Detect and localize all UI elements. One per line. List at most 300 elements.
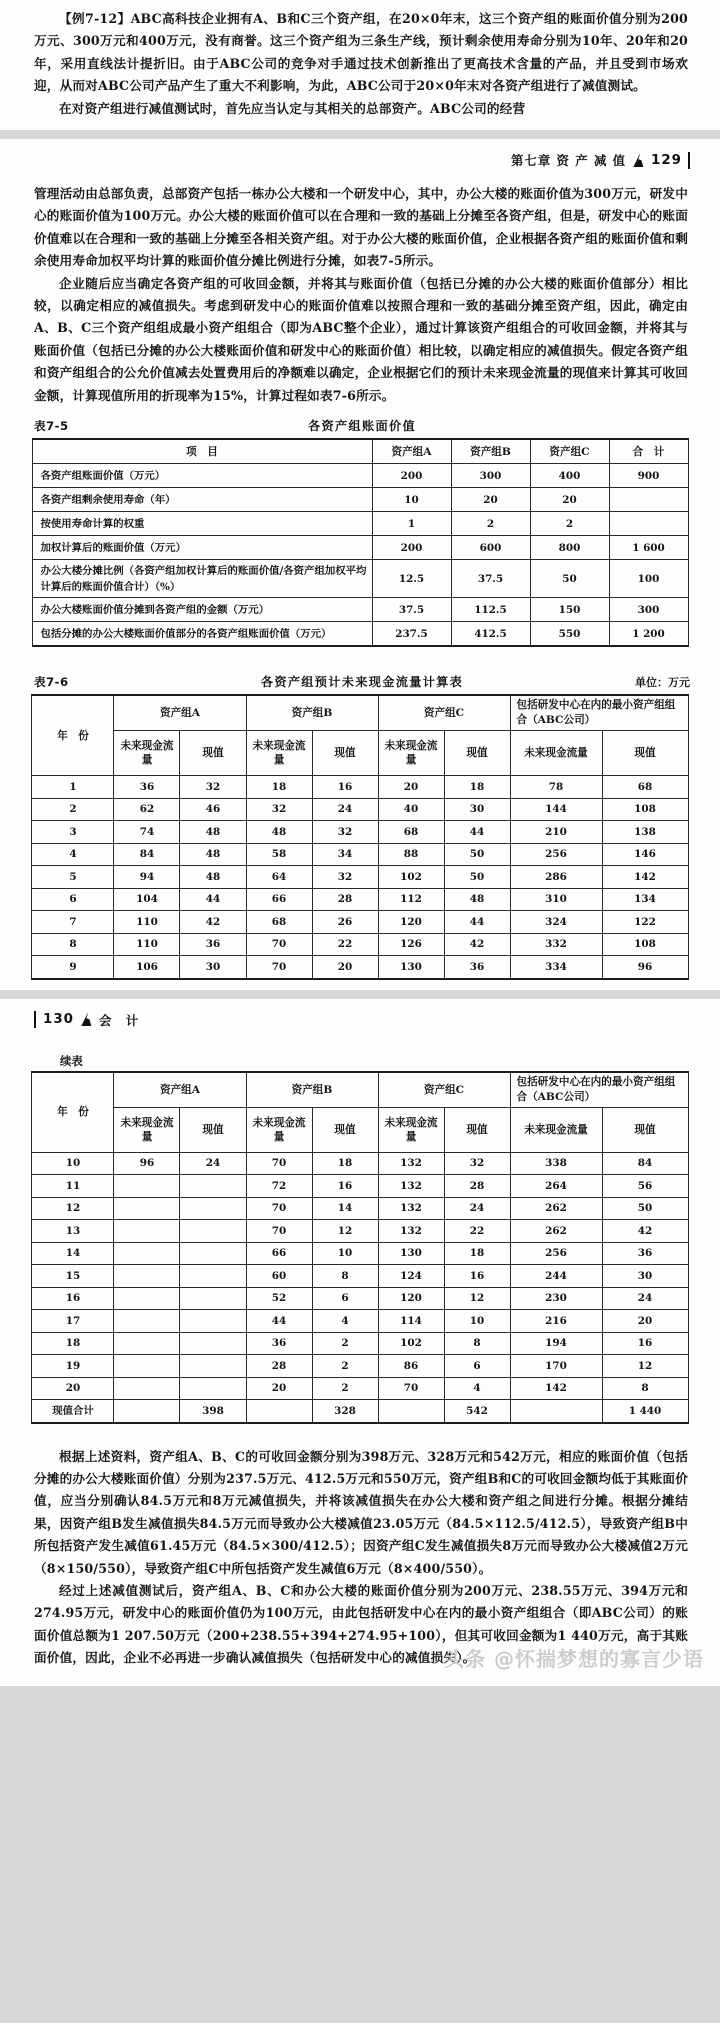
cell-total-cf: 170	[510, 1355, 602, 1378]
cell-total-cf: 210	[510, 821, 602, 844]
cell-item: 办公大楼分摊比例（各资产组加权计算后的账面价值/各资产组加权平均计算后的账面价值合计）（%）	[32, 560, 372, 598]
cell-b: 300	[451, 464, 530, 488]
cell-c-pv: 44	[444, 911, 510, 934]
cell-a-pv	[180, 1220, 246, 1243]
paragraph-hq-assets: 管理活动由总部负责，总部资产包括一栋办公大楼和一个研发中心，其中，办公大楼的账面价值为300万元，研发中心的账面价值为100万元。办公大楼的账面价值可以在合理和一致的基础上分摊至各资产组，但是，研发中心的账面价值难以在合理和一致的基础上分摊至各相关资产组。对于办公大楼的账面价值，企业根据各资产组的账面价值和剩余使用寿命加权平均计算的账面价值分摊比例进行分摊，如表7-5所示。	[34, 186, 688, 269]
cell-b-pv: 328	[312, 1400, 378, 1423]
cell-total-cf: 338	[510, 1152, 602, 1175]
cell-b-pv: 26	[312, 911, 378, 934]
table-row	[32, 956, 688, 979]
cell-item: 按使用寿命计算的权重	[32, 512, 372, 536]
cell-b-pv: 20	[312, 956, 378, 979]
cell-c-pv: 8	[444, 1332, 510, 1355]
cell-total-cf: 332	[510, 933, 602, 956]
cell-c-cf: 124	[378, 1265, 444, 1288]
table-76b-sub-c-pv: 现值	[444, 1107, 510, 1152]
cell-c-pv: 4	[444, 1377, 510, 1400]
cell-b-cf	[246, 1400, 312, 1423]
cell-a: 37.5	[372, 598, 451, 622]
cell-a: 1	[372, 512, 451, 536]
cell-a-pv: 24	[180, 1152, 246, 1175]
cell-b-pv: 16	[312, 1175, 378, 1198]
cell-a-pv: 48	[180, 866, 246, 889]
cell-item: 各资产组账面价值（万元）	[32, 464, 372, 488]
cell-a-cf: 36	[114, 776, 180, 799]
table-76b-sub-c-cf: 未来现金流量	[378, 1107, 444, 1152]
paragraph-post-test-conclusion: 经过上述减值测试后，资产组A、B、C和办公大楼的账面价值分别为200万元、238.55万元、394万元和274.95万元，研发中心的账面价值仍为100万元，由此包括研发中心在内的最小资产组组合（即ABC公司）的账面价值总额为1 207.50万元（200+238.55+394+274.95+100），但其可收回金额为1 440万元，高于其账面价值，因此，企业不必再进一步确认减值损失（包括研发中心的减值损失）。	[34, 1583, 688, 1666]
cell-year: 19	[32, 1355, 114, 1378]
table-row	[32, 821, 688, 844]
cell-total-pv: 56	[602, 1175, 688, 1198]
cell-total-pv: 42	[602, 1220, 688, 1243]
table-row	[32, 536, 688, 560]
cell-a-pv: 32	[180, 776, 246, 799]
table-76b-group-a: 资产组A	[114, 1072, 246, 1108]
cell-a-cf	[114, 1310, 180, 1333]
table-row	[32, 598, 688, 622]
cell-c-pv: 44	[444, 821, 510, 844]
cell-year: 3	[32, 821, 114, 844]
table-76-sub-header-row	[32, 731, 688, 776]
cell-b-cf: 70	[246, 956, 312, 979]
running-head-130	[0, 1011, 720, 1029]
cell-year: 10	[32, 1152, 114, 1175]
cell-year: 14	[32, 1242, 114, 1265]
table-75-col-item: 项 目	[32, 439, 372, 464]
table-row	[32, 1355, 688, 1378]
table-row	[32, 1197, 688, 1220]
table-row	[32, 1377, 688, 1400]
cell-b-pv: 10	[312, 1242, 378, 1265]
table-row	[32, 464, 688, 488]
cell-total-pv: 50	[602, 1197, 688, 1220]
table-row	[32, 776, 688, 799]
cell-b-pv: 34	[312, 843, 378, 866]
table-row	[32, 888, 688, 911]
cell-a-cf: 96	[114, 1152, 180, 1175]
cell-a-pv: 36	[180, 933, 246, 956]
cell-a-cf	[114, 1332, 180, 1355]
cell-b-pv: 2	[312, 1332, 378, 1355]
table-row	[32, 1220, 688, 1243]
cell-a-pv	[180, 1197, 246, 1220]
table-76-sub-t-cf: 未来现金流量	[510, 731, 602, 776]
cell-a-pv: 30	[180, 956, 246, 979]
cell-total-pv: 30	[602, 1265, 688, 1288]
cell-b-pv: 14	[312, 1197, 378, 1220]
cell-total-pv: 134	[602, 888, 688, 911]
cell-total-cf: 324	[510, 911, 602, 934]
table-75-col-b: 资产组B	[451, 439, 530, 464]
table-75-col-c: 资产组C	[530, 439, 609, 464]
cell-a-pv: 48	[180, 821, 246, 844]
table-75-title: 各资产组账面价值	[308, 419, 416, 434]
cell-c: 800	[530, 536, 609, 560]
cell-b-cf: 70	[246, 1152, 312, 1175]
cell-a-cf	[114, 1175, 180, 1198]
table-row	[32, 1287, 688, 1310]
page-number-129: 129	[651, 152, 682, 168]
cell-a-cf	[114, 1265, 180, 1288]
cell-a-pv: 48	[180, 843, 246, 866]
cell-total-cf: 310	[510, 888, 602, 911]
cell-total-pv: 142	[602, 866, 688, 889]
cell-total-pv: 20	[602, 1310, 688, 1333]
table-76-col-year: 年 份	[32, 695, 114, 776]
cell-c-cf: 132	[378, 1175, 444, 1198]
cell-c-cf: 40	[378, 798, 444, 821]
cell-c-cf: 130	[378, 956, 444, 979]
cell-b: 600	[451, 536, 530, 560]
cell-c-pv: 22	[444, 1220, 510, 1243]
cell-b-pv: 4	[312, 1310, 378, 1333]
table-76-sub-t-pv: 现值	[602, 731, 688, 776]
paragraph-impairment-test: 在对资产组进行减值测试时，首先应当认定与其相关的总部资产。ABC公司的经营	[59, 100, 526, 116]
cell-total-cf: 144	[510, 798, 602, 821]
cell-year: 13	[32, 1220, 114, 1243]
table-76-sub-a-pv: 现值	[180, 731, 246, 776]
cell-total-cf: 256	[510, 1242, 602, 1265]
table-75-caption	[0, 417, 720, 434]
table-row	[32, 843, 688, 866]
cell-b-pv: 2	[312, 1377, 378, 1400]
cell-a-pv	[180, 1242, 246, 1265]
cell-b-cf: 66	[246, 1242, 312, 1265]
cell-b: 37.5	[451, 560, 530, 598]
watermark: 头条 @怀揣梦想的寡言少语	[444, 1646, 704, 1671]
cell-total: 900	[609, 464, 688, 488]
paragraph-impairment-allocation: 根据上述资料，资产组A、B、C的可收回金额分别为398万元、328万元和542万元，相应的账面价值（包括分摊的办公大楼账面价值）分别为237.5万元、412.5万元和550万元，资产组B和C的可收回金额均低于其账面价值，应当分别确认84.5万元和8万元减值损失，并将该减值损失在办公大楼和资产组之间进行分摊。根据分摊结果，因资产组B发生减值损失84.5万元而导致办公大楼减值23.05万元（84.5×112.5/412.5），导致资产组B中所包括资产发生减值61.45万元（84.5×300/412.5）；因资产组C发生减值损失8万元而导致办公大楼减值2万元（8×150/550），导致资产组C中所包括资产发生减值6万元（8×400/550）。	[34, 1448, 688, 1576]
cell-a-pv	[180, 1377, 246, 1400]
cell-b-cf: 52	[246, 1287, 312, 1310]
cell-b-cf: 36	[246, 1332, 312, 1355]
cell-a: 200	[372, 536, 451, 560]
cell-year: 9	[32, 956, 114, 979]
table-row	[32, 622, 688, 647]
cell-c-pv: 10	[444, 1310, 510, 1333]
cell-c-pv: 30	[444, 798, 510, 821]
cell-b-cf: 70	[246, 933, 312, 956]
cell-c-cf	[378, 1400, 444, 1423]
table-row	[32, 1332, 688, 1355]
cell-a-pv	[180, 1332, 246, 1355]
cell-c-pv: 18	[444, 776, 510, 799]
cell-b-pv: 32	[312, 866, 378, 889]
table-76-cashflow	[31, 694, 688, 980]
table-76b-sub-b-cf: 未来现金流量	[246, 1107, 312, 1152]
cell-b-cf: 68	[246, 911, 312, 934]
cell-b-pv: 8	[312, 1265, 378, 1288]
cell-a-cf: 110	[114, 911, 180, 934]
table-76-group-header-row	[32, 695, 688, 731]
page-edge-rule	[34, 1011, 36, 1028]
cell-total-pv: 108	[602, 933, 688, 956]
cell-a: 200	[372, 464, 451, 488]
cell-b-cf: 48	[246, 821, 312, 844]
cell-c-cf: 132	[378, 1220, 444, 1243]
cell-a-cf	[114, 1220, 180, 1243]
cell-year: 18	[32, 1332, 114, 1355]
cell-c-cf: 126	[378, 933, 444, 956]
table-76b-group-c: 资产组C	[378, 1072, 510, 1108]
cell-c-cf: 86	[378, 1355, 444, 1378]
cell-total-pv: 108	[602, 798, 688, 821]
table-76b-group-header-row	[32, 1072, 688, 1108]
cell-a-cf	[114, 1197, 180, 1220]
cell-c-pv: 12	[444, 1287, 510, 1310]
cell-a-cf	[114, 1377, 180, 1400]
cell-total-cf: 264	[510, 1175, 602, 1198]
cell-b-cf: 18	[246, 776, 312, 799]
cell-b-pv: 18	[312, 1152, 378, 1175]
running-head-chapter: 第七章 资 产 减 值	[511, 153, 627, 169]
cell-b-pv: 32	[312, 821, 378, 844]
cell-a-cf: 106	[114, 956, 180, 979]
cell-a-pv	[180, 1310, 246, 1333]
table-row	[32, 1175, 688, 1198]
cell-a-cf	[114, 1287, 180, 1310]
cell-total-cf: 262	[510, 1197, 602, 1220]
cell-total-cf	[510, 1400, 602, 1423]
cell-total-pv: 8	[602, 1377, 688, 1400]
document-page-129	[0, 139, 720, 990]
cell-a: 10	[372, 488, 451, 512]
page-separator-2	[0, 990, 720, 999]
cell-b-pv: 2	[312, 1355, 378, 1378]
document-page-130	[0, 999, 720, 1686]
cell-total-pv: 12	[602, 1355, 688, 1378]
cell-item: 包括分摊的办公大楼账面价值部分的各资产组账面价值（万元）	[32, 622, 372, 647]
cell-year: 1	[32, 776, 114, 799]
cell-total-cf: 244	[510, 1265, 602, 1288]
cell-b-pv: 24	[312, 798, 378, 821]
cell-year: 2	[32, 798, 114, 821]
cell-c-pv: 32	[444, 1152, 510, 1175]
cell-b-pv: 12	[312, 1220, 378, 1243]
cell-b-cf: 72	[246, 1175, 312, 1198]
cell-total-pv: 84	[602, 1152, 688, 1175]
cell-b-cf: 32	[246, 798, 312, 821]
cell-total-cf: 256	[510, 843, 602, 866]
cell-year: 8	[32, 933, 114, 956]
cell-c-cf: 120	[378, 911, 444, 934]
table-row	[32, 933, 688, 956]
table-76-group-a: 资产组A	[114, 695, 246, 731]
table-row	[32, 798, 688, 821]
table-76b-sub-a-pv: 现值	[180, 1107, 246, 1152]
cell-year: 7	[32, 911, 114, 934]
cell-year: 5	[32, 866, 114, 889]
cell-a-pv	[180, 1265, 246, 1288]
cell-total-pv: 1 440	[602, 1400, 688, 1423]
table-76b-sub-t-cf: 未来现金流量	[510, 1107, 602, 1152]
cell-year: 6	[32, 888, 114, 911]
table-76-group-c: 资产组C	[378, 695, 510, 731]
cell-a-pv	[180, 1175, 246, 1198]
paragraph-example-intro: 【例7-12】ABC高科技企业拥有A、B和C三个资产组，在20×0年末，这三个资产组的账面价值分别为200万元、300万元和400万元，没有商誉。这三个资产组为三条生产线，预计剩余使用寿命分别为10年、20年和20年，采用直线法计提折旧。由于ABC公司的竞争对手通过技术创新推出了更高技术含量的产品，并且受到市场欢迎，从而对ABC公司产品产生了重大不利影响，为此，ABC公司于20×0年末对各资产组进行了减值测试。	[34, 11, 688, 94]
table-76-cashflow-continued	[31, 1071, 688, 1424]
table-76-sub-c-cf: 未来现金流量	[378, 731, 444, 776]
table-row	[32, 488, 688, 512]
cell-total-cf: 78	[510, 776, 602, 799]
cell-a-cf	[114, 1355, 180, 1378]
cell-item: 加权计算后的账面价值（万元）	[32, 536, 372, 560]
cell-c: 150	[530, 598, 609, 622]
cell-c-cf: 120	[378, 1287, 444, 1310]
table-76b-col-year: 年 份	[32, 1072, 114, 1153]
running-head-book: 会 计	[98, 1012, 140, 1028]
cell-b-pv: 28	[312, 888, 378, 911]
cell-b-cf: 58	[246, 843, 312, 866]
cell-b: 2	[451, 512, 530, 536]
cell-c-cf: 70	[378, 1377, 444, 1400]
table-row	[32, 1152, 688, 1175]
cell-a-pv: 44	[180, 888, 246, 911]
page-separator-1	[0, 130, 720, 139]
table-76-body	[32, 776, 688, 979]
cell-c-cf: 102	[378, 866, 444, 889]
cell-year: 16	[32, 1287, 114, 1310]
cell-year: 11	[32, 1175, 114, 1198]
cell-b-cf: 66	[246, 888, 312, 911]
cell-c-pv: 42	[444, 933, 510, 956]
cell-b: 112.5	[451, 598, 530, 622]
book-marker-icon	[81, 1013, 92, 1026]
cell-total-pv: 138	[602, 821, 688, 844]
cell-b-pv: 6	[312, 1287, 378, 1310]
cell-c-pv: 48	[444, 888, 510, 911]
table-76b-sub-header-row	[32, 1107, 688, 1152]
cell-c-pv: 24	[444, 1197, 510, 1220]
cell-a-pv: 46	[180, 798, 246, 821]
table-76b-sub-b-pv: 现值	[312, 1107, 378, 1152]
cell-c-cf: 130	[378, 1242, 444, 1265]
cell-a-cf: 84	[114, 843, 180, 866]
cell-total-pv: 36	[602, 1242, 688, 1265]
table-row	[32, 866, 688, 889]
cell-year: 4	[32, 843, 114, 866]
table-76b-sub-t-pv: 现值	[602, 1107, 688, 1152]
cell-total-pv: 96	[602, 956, 688, 979]
cell-a-cf: 110	[114, 933, 180, 956]
table-75-col-a: 资产组A	[372, 439, 451, 464]
cell-year: 12	[32, 1197, 114, 1220]
cell-total: 100	[609, 560, 688, 598]
cell-total-cf: 142	[510, 1377, 602, 1400]
cell-a-pv: 42	[180, 911, 246, 934]
table-continued-label: 续表	[60, 1053, 83, 1068]
cell-b-cf: 70	[246, 1220, 312, 1243]
table-76-group-combination: 包括研发中心在内的最小资产组组合（ABC公司）	[510, 695, 688, 731]
table-row	[32, 911, 688, 934]
cell-c-pv: 28	[444, 1175, 510, 1198]
cell-c-cf: 102	[378, 1332, 444, 1355]
cell-c: 2	[530, 512, 609, 536]
cell-total-cf: 216	[510, 1310, 602, 1333]
cell-total-pv: 16	[602, 1332, 688, 1355]
page-number-130: 130	[43, 1012, 74, 1028]
table-75-header-row	[32, 439, 688, 464]
document-page-top	[0, 0, 720, 130]
cell-c-cf: 132	[378, 1197, 444, 1220]
cell-total-cf: 194	[510, 1332, 602, 1355]
cell-a-cf: 94	[114, 866, 180, 889]
cell-b-pv: 16	[312, 776, 378, 799]
cell-total: 300	[609, 598, 688, 622]
table-76b-group-combination: 包括研发中心在内的最小资产组组合（ABC公司）	[510, 1072, 688, 1108]
cell-total	[609, 488, 688, 512]
cell-year: 20	[32, 1377, 114, 1400]
cell-a-cf: 104	[114, 888, 180, 911]
table-row	[32, 1265, 688, 1288]
cell-year: 15	[32, 1265, 114, 1288]
cell-c-cf: 132	[378, 1152, 444, 1175]
cell-c: 20	[530, 488, 609, 512]
cell-a-cf: 74	[114, 821, 180, 844]
table-row	[32, 512, 688, 536]
cell-b-pv: 22	[312, 933, 378, 956]
cell-c-pv: 50	[444, 843, 510, 866]
cell-c-pv: 542	[444, 1400, 510, 1423]
cell-c: 50	[530, 560, 609, 598]
cell-total-cf: 334	[510, 956, 602, 979]
cell-c-cf: 114	[378, 1310, 444, 1333]
table-row	[32, 1242, 688, 1265]
cell-year: 17	[32, 1310, 114, 1333]
cell-total-pv: 68	[602, 776, 688, 799]
cell-b: 412.5	[451, 622, 530, 647]
cell-b-cf: 70	[246, 1197, 312, 1220]
cell-b-cf: 44	[246, 1310, 312, 1333]
cell-a-pv: 398	[180, 1400, 246, 1423]
cell-a-cf	[114, 1400, 180, 1423]
cell-a-cf: 62	[114, 798, 180, 821]
cell-c-pv: 16	[444, 1265, 510, 1288]
cell-c-cf: 68	[378, 821, 444, 844]
cell-c-pv: 50	[444, 866, 510, 889]
cell-c-cf: 88	[378, 843, 444, 866]
cell-total-cf: 230	[510, 1287, 602, 1310]
cell-total: 1 600	[609, 536, 688, 560]
cell-total-pv: 24	[602, 1287, 688, 1310]
table-75-number: 表7-5	[34, 419, 69, 434]
cell-c-cf: 112	[378, 888, 444, 911]
cell-total-label: 现值合计	[32, 1400, 114, 1423]
cell-total: 1 200	[609, 622, 688, 647]
cell-b-cf: 60	[246, 1265, 312, 1288]
book-marker-icon	[633, 154, 644, 167]
cell-c-pv: 6	[444, 1355, 510, 1378]
running-head-129	[0, 151, 720, 169]
cell-b-cf: 64	[246, 866, 312, 889]
cell-c-cf: 20	[378, 776, 444, 799]
table-76-unit: 单位：万元	[635, 676, 690, 690]
table-76-group-b: 资产组B	[246, 695, 378, 731]
cell-total-cf: 286	[510, 866, 602, 889]
cell-total	[609, 512, 688, 536]
table-76-sub-a-cf: 未来现金流量	[114, 731, 180, 776]
cell-b: 20	[451, 488, 530, 512]
page-edge-rule	[688, 152, 690, 169]
table-row	[32, 1310, 688, 1333]
table-76-sub-c-pv: 现值	[444, 731, 510, 776]
cell-c: 550	[530, 622, 609, 647]
table-76-title: 各资产组预计未来现金流量计算表	[260, 675, 464, 690]
cell-b-cf: 20	[246, 1377, 312, 1400]
table-76-caption	[0, 673, 720, 690]
cell-c: 400	[530, 464, 609, 488]
paragraph-recoverable-amount: 企业随后应当确定各资产组的可收回金额，并将其与账面价值（包括已分摊的办公大楼的账面价值部分）相比较，以确定相应的减值损失。考虑到研发中心的账面价值难以按照合理和一致的基础分摊至资产组，因此，确定由A、B、C三个资产组组成最小资产组组合（即为ABC整个企业），通过计算该资产组组合的可收回金额，并将其与账面价值（包括已分摊的办公大楼账面价值和研发中心的账面价值）相比较，以确定相应的减值损失。假定各资产组和资产组组合的公允价值减去处置费用后的净额难以确定，企业根据它们的预计未来现金流量的现值来计算其可收回金额，计算现值所用的折现率为15%，计算过程如表7-6所示。	[34, 275, 688, 403]
